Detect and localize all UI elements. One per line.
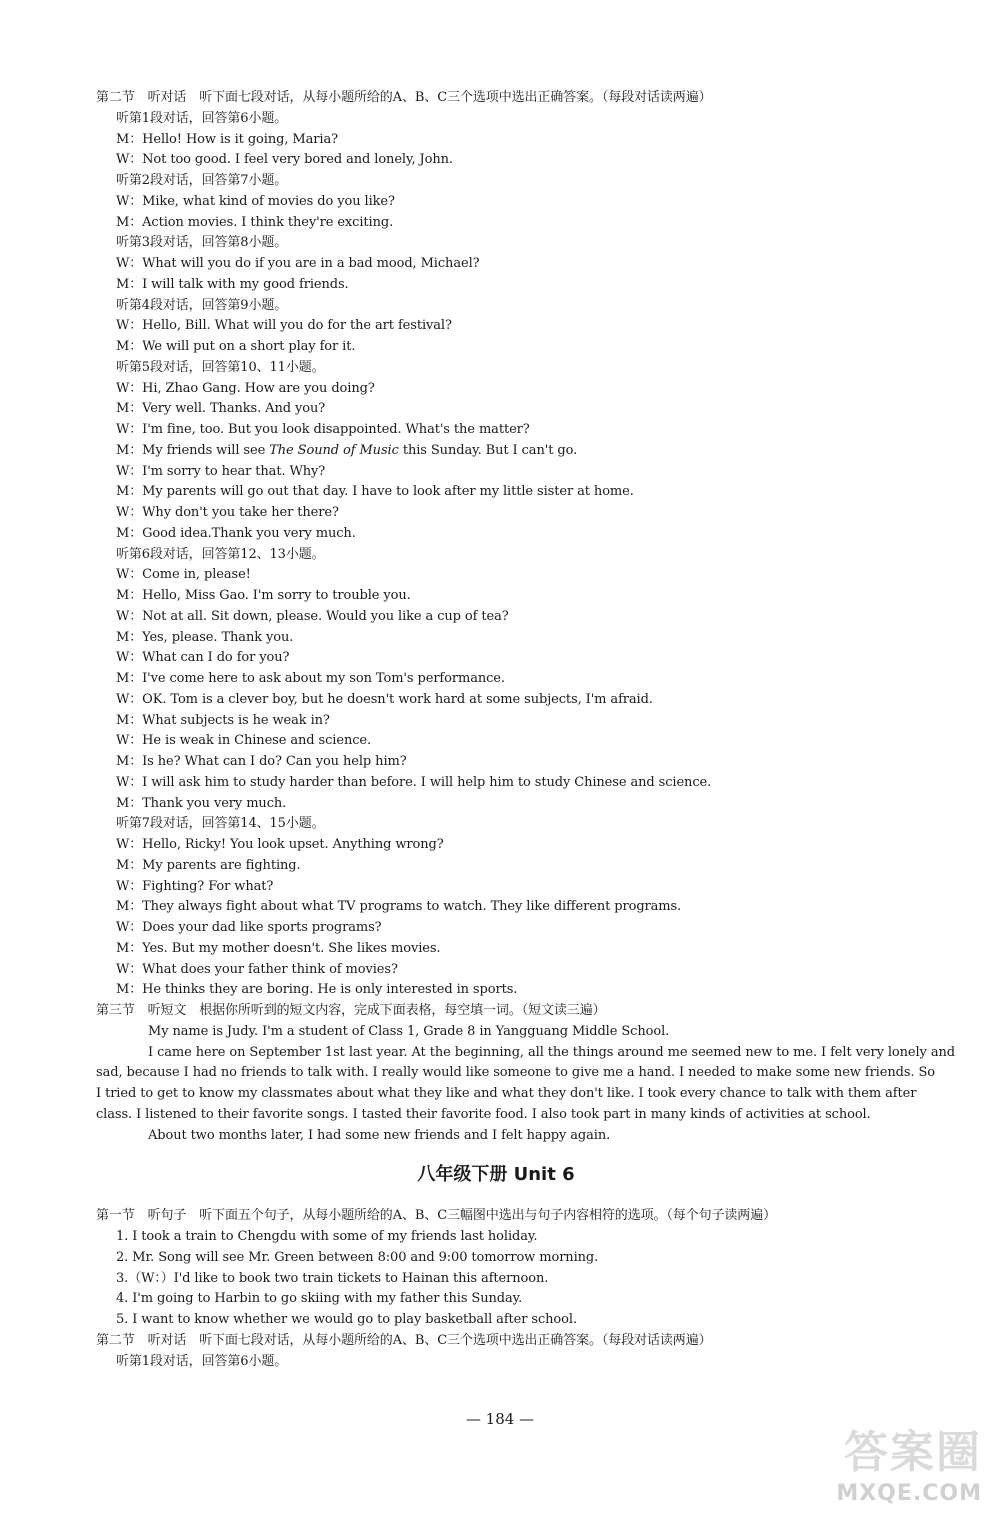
dialogue-line: W：What will you do if you are in a bad mood, Michael? (116, 256, 480, 271)
sentence-item: 5. I want to know whether we would go to play basketball after school. (116, 1312, 577, 1327)
dialogue-line: W：He is weak in Chinese and science. (116, 733, 372, 749)
dialogue-line: W：Come in, please! (116, 567, 251, 583)
dialogue-line: M：My friends will see The Sound of Music this Sunday. But I can't go. (116, 442, 578, 458)
dialogue-line: W：Why don't you take her there? (116, 505, 339, 520)
dialogue-line: W：I'm sorry to hear that. Why? (116, 463, 326, 479)
dialogue-line: 听第2段对话，回答第7小题。 (116, 173, 288, 188)
dialogue-line: M：They always fight about what TV programs to watch. They like different programs. (116, 899, 682, 915)
sentence-item: 4. I'm going to Harbin to go skiing with my father this Sunday. (116, 1291, 523, 1307)
watermark-logo (792, 1416, 982, 1506)
section-heading: 第二节 听对话 听下面七段对话，从每小题所给的A、B、C三个选项中选出正确答案。（每段对话读两遍） (96, 1332, 712, 1348)
dialogue-line: M：Is he? What can I do? Can you help him? (116, 754, 407, 769)
dialogue-line: W：What does your father think of movies? (116, 961, 398, 977)
passage-line: I tried to get to know my classmates about what they like and what they don't like. I took every chance to talk with them after (96, 1086, 917, 1101)
dialogue-line: M：I've come here to ask about my son Tom's performance. (116, 671, 505, 686)
sentence-list (96, 1227, 976, 1331)
dialogue-line: W：What can I do for you? (116, 650, 290, 666)
dialogue-line: M：Yes. But my mother doesn't. She likes movies. (116, 940, 441, 956)
dialogue-line: M：Hello! How is it going, Maria? (116, 131, 338, 147)
dialogue-line: M：Thank you very much. (116, 795, 287, 811)
dialogue-line: M：We will put on a short play for it. (116, 339, 356, 354)
section-heading: 第一节 听句子 听下面五个句子，从每小题所给的A、B、C三幅图中选出与句子内容相符的选项。（每个句子读两遍） (96, 1208, 776, 1224)
dialogue-line: 听第7段对话，回答第14、15小题。 (116, 816, 325, 832)
dialogue-line: W：I'm fine, too. But you look disappointed. What's the matter? (116, 422, 530, 437)
dialogue-line: M：Very well. Thanks. And you? (116, 401, 326, 417)
section-heading: 第二节 听对话 听下面七段对话，从每小题所给的A、B、C三个选项中选出正确答案。（每段对话读两遍） (96, 90, 712, 105)
dialogue-line: M：I will talk with my good friends. (116, 276, 349, 292)
dialogue-line: W：Mike, what kind of movies do you like? (116, 193, 395, 209)
dialogue-line: M：Yes, please. Thank you. (116, 629, 294, 645)
passage-line: sad, because I had no friends to talk with. I really would like someone to give me a hand. I needed to make some new friends. So (96, 1065, 935, 1081)
passage-line: I came here on September 1st last year. At the beginning, all the things around me seemed new to me. I felt very lonely and (148, 1044, 955, 1060)
dialogue-line: W：Not too good. I feel very bored and lonely, John. (116, 152, 453, 168)
dialogue-line: M：Good idea.Thank you very much. (116, 525, 356, 541)
dialogue-line: M：Action movies. I think they're exciting. (116, 214, 394, 230)
dialogue-line: 听第1段对话，回答第6小题。 (116, 1353, 288, 1369)
page-content (96, 88, 976, 1372)
dialogue-line: W：Hi, Zhao Gang. How are you doing? (116, 380, 375, 396)
dialogue-line: M：My parents are fighting. (116, 857, 301, 873)
dialogue-block-1 (96, 109, 976, 441)
dialogue-line: 听第5段对话，回答第10、11小题。 (116, 359, 325, 375)
sentence-item: 1. I took a train to Chengdu with some of my friends last holiday. (116, 1229, 538, 1244)
dialogue-line: 听第3段对话，回答第8小题。 (116, 235, 288, 251)
dialogue-line: 听第6段对话，回答第12、13小题。 (116, 546, 325, 562)
sentence-item: 2. Mr. Song will see Mr. Green between 8:00 and 9:00 tomorrow morning. (116, 1249, 599, 1265)
dialogue-block-2 (96, 462, 976, 1002)
dialogue-line: W：I will ask him to study harder than before. I will help him to study Chinese and science. (116, 774, 712, 790)
dialogue-line: 听第4段对话，回答第9小题。 (116, 297, 288, 313)
dialogue-line: M：He thinks they are boring. He is only interested in sports. (116, 982, 518, 998)
watermark-url: MXQE.COM (836, 1481, 982, 1506)
dialogue-line: W：OK. Tom is a clever boy, but he doesn't work hard at some subjects, I'm afraid. (116, 691, 653, 707)
dialogue-line: W：Hello, Bill. What will you do for the art festival? (116, 318, 452, 334)
page-number: — 184 — (465, 1410, 535, 1428)
dialogue-line: W：Does your dad like sports programs? (116, 920, 382, 935)
dialogue-line: 听第1段对话，回答第6小题。 (116, 110, 288, 126)
dialogue-line: M：Hello, Miss Gao. I'm sorry to trouble you. (116, 588, 411, 603)
dialogue-line: W：Not at all. Sit down, please. Would you like a cup of tea? (116, 608, 509, 624)
dialogue-line: M：What subjects is he weak in? (116, 712, 330, 728)
dialogue-line: W：Hello, Ricky! You look upset. Anything wrong? (116, 837, 444, 852)
sentence-item: 3.（W：）I'd like to book two train tickets to Hainan this afternoon. (116, 1270, 549, 1286)
unit-title: 八年级下册 Unit 6 (417, 1164, 575, 1186)
passage-line: class. I listened to their favorite songs. I tasted their favorite food. I also took part in many kinds of activities at school. (96, 1106, 871, 1122)
passage-paragraph (96, 1043, 976, 1126)
section-heading: 第三节 听短文 根据你所听到的短文内容，完成下面表格，每空填一词。（短文读三遍） (96, 1003, 606, 1018)
passage-paragraph: About two months later, I had some new friends and I felt happy again. (148, 1127, 611, 1143)
dialogue-line: M：My parents will go out that day. I have to look after my little sister at home. (116, 484, 634, 500)
dialogue-line: W：Fighting? For what? (116, 878, 274, 894)
passage-paragraph: My name is Judy. I'm a student of Class 1, Grade 8 in Yangguang Middle School. (148, 1023, 670, 1039)
movie-title: The Sound of Music (269, 442, 399, 458)
watermark-logo-text: 答案圈 (844, 1427, 982, 1478)
